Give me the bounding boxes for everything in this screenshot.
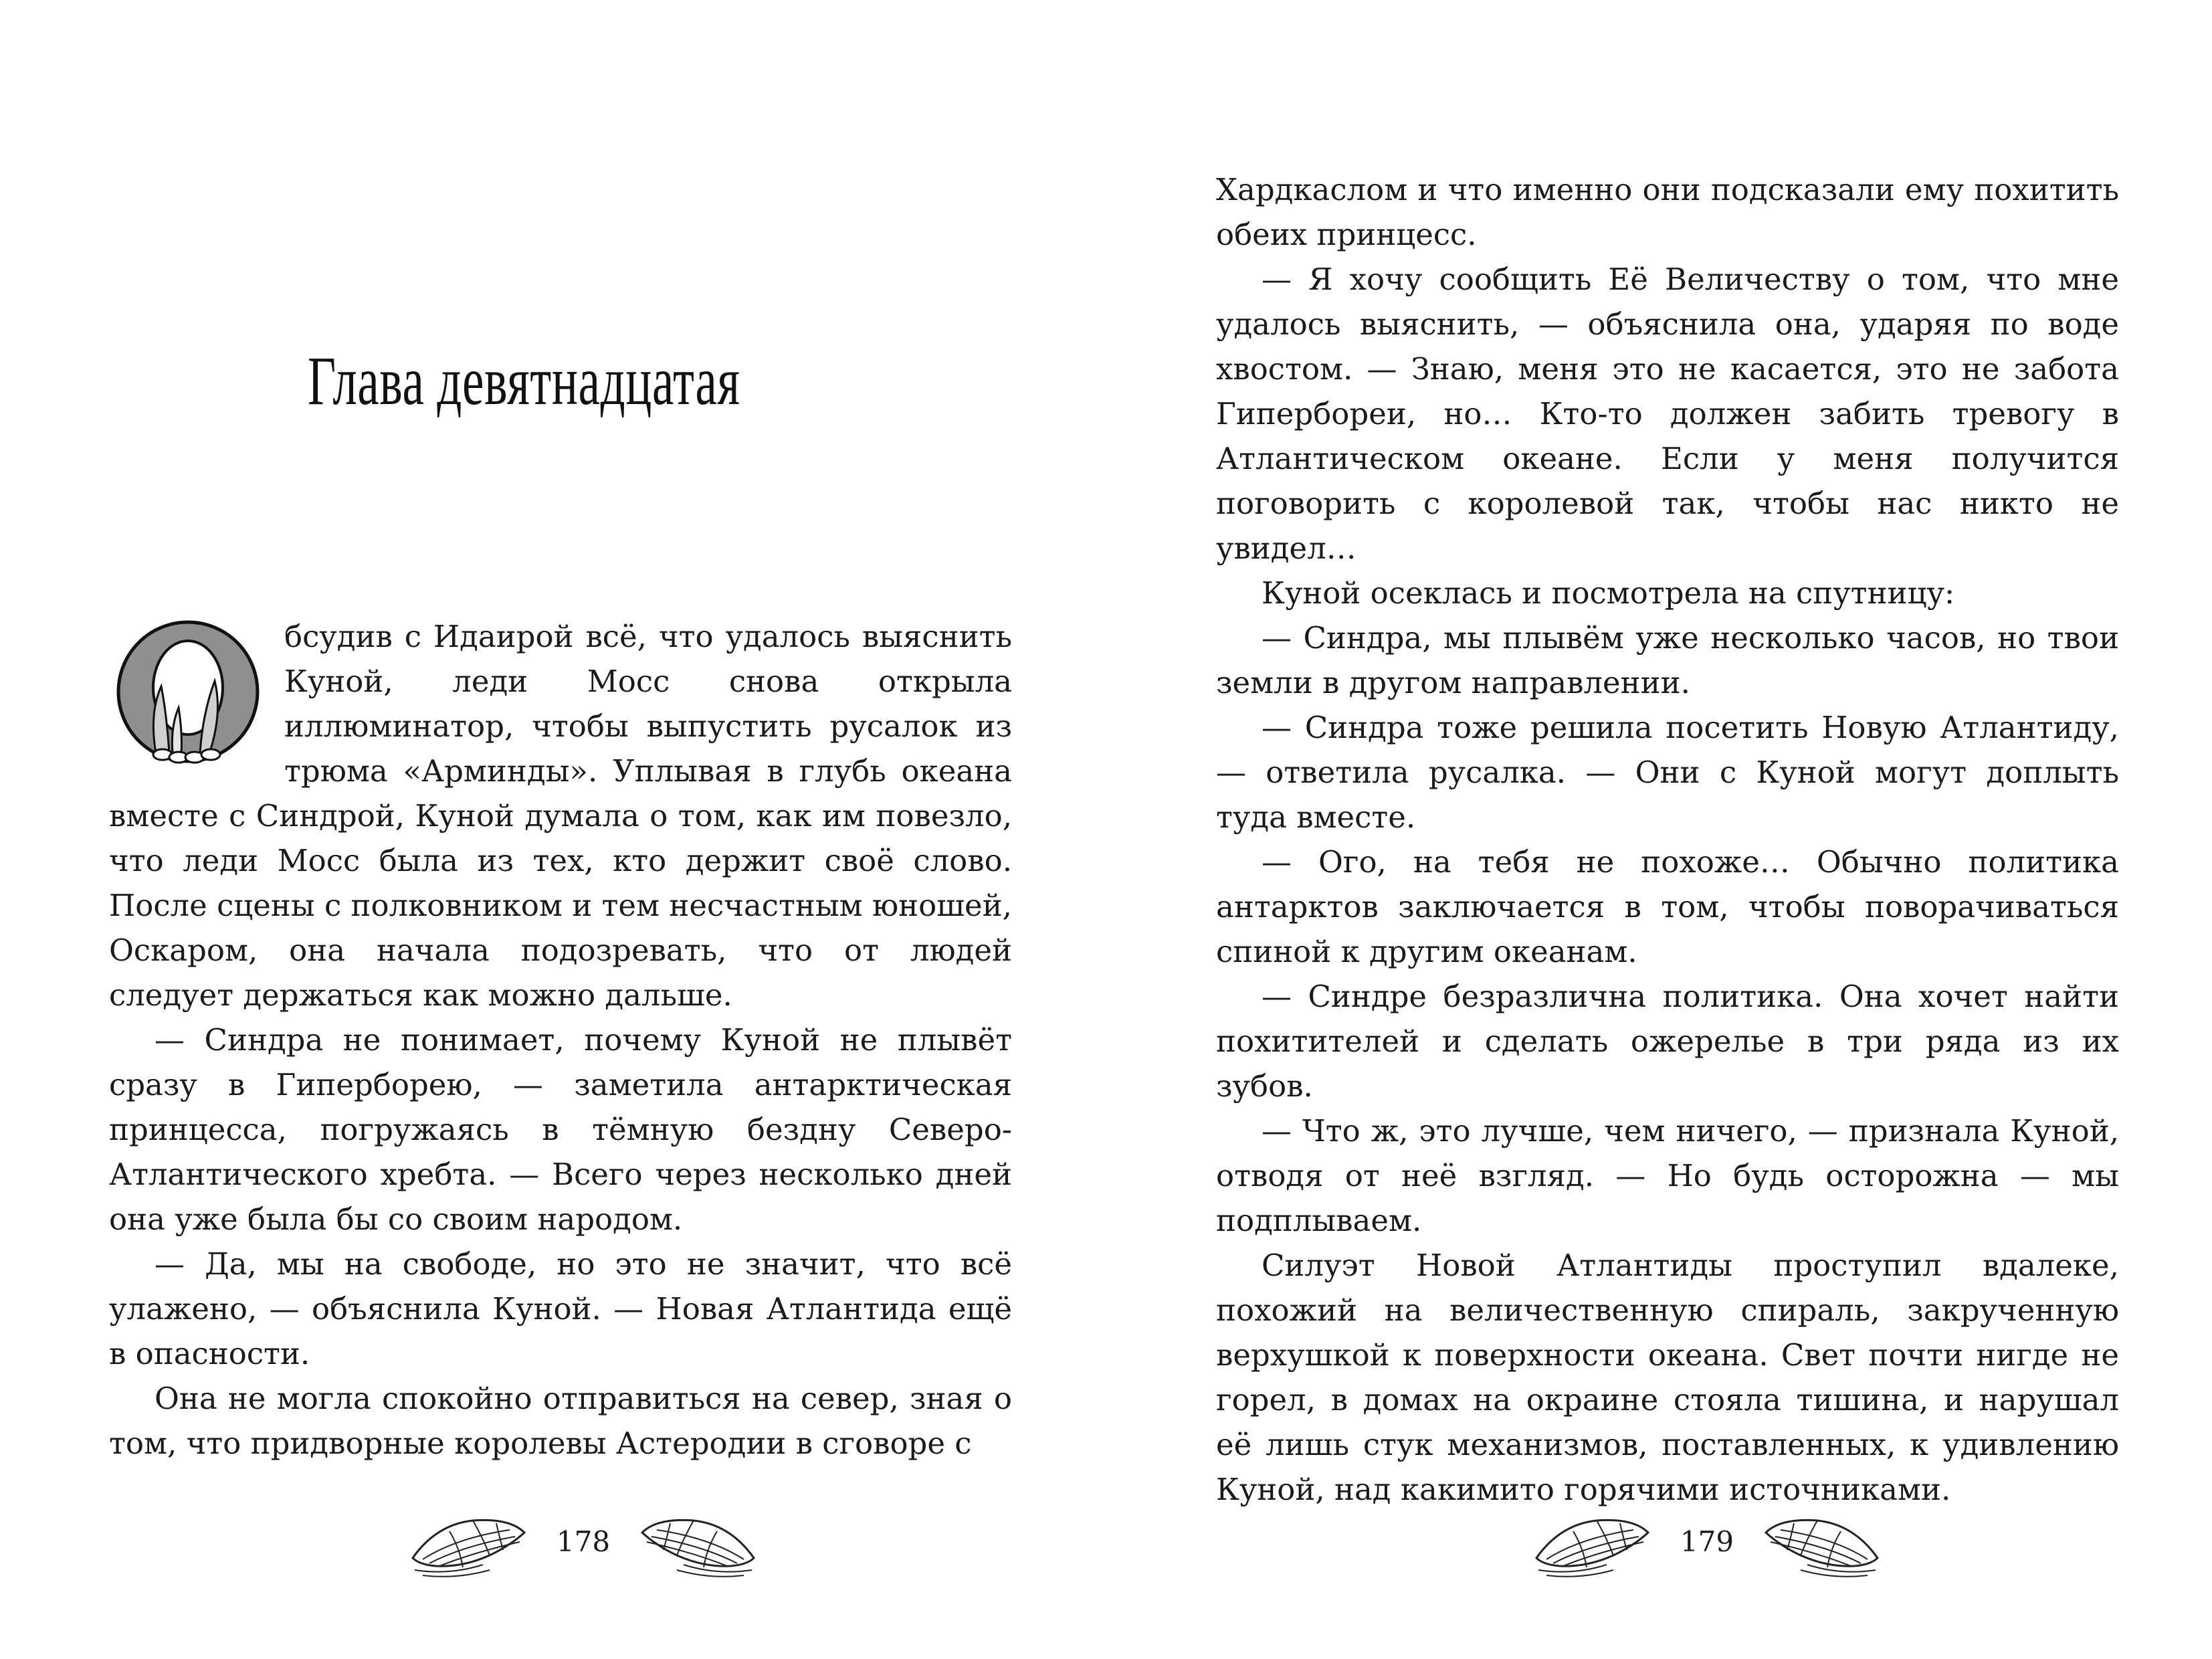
paragraph: — Синдра тоже решила посетить Новую Атлантиду, — ответила русалка. — Они с Куной могут доплыть туда вместе. [1216, 710, 2119, 835]
page-number: 179 [1680, 1525, 1734, 1558]
paragraph [109, 614, 1012, 1017]
right-page-text [1216, 167, 2119, 1512]
page-footer [1533, 1508, 1881, 1582]
paragraph: Силуэт Новой Атлантиды проступил вдалеке, похожий на величественную спираль, закрученную верхушкой к поверхности океана. Свет почти нигде не горел, в домах на окраине стояла тишина, и нарушал её лишь стук механизмов, поставленных, к удивлению Куной, над какимито горячими источниками. [1216, 1248, 2119, 1507]
paragraph: Она не могла спокойно отправиться на север, зная о том, что придворные королевы Астеродии в сговоре с [109, 1381, 1012, 1461]
paragraph: — Что ж, это лучше, чем ничего, — признала Куной, отводя от неё взгляд. — Но будь осторожна — мы подплываем. [1216, 1113, 2119, 1238]
paragraph: — Синдра, мы плывём уже несколько часов, но твои земли в другом направлении. [1216, 620, 2119, 700]
seashell-left-icon [1533, 1511, 1653, 1578]
right-page [1106, 0, 2212, 1659]
seashell-left-icon [409, 1511, 530, 1578]
paragraph: Хардкаслом и что именно они подсказали ему похитить обеих принцесс. [1216, 172, 2119, 252]
chapter-title: Глава девятнадцатая [308, 343, 740, 419]
paragraph: — Да, мы на свободе, но это не значит, что всё улажено, — объяснила Куной. — Новая Атлантида ещё в опасности. [109, 1246, 1012, 1371]
paragraph: — Синдре безразлична политика. Она хочет найти похитителей и сделать ожерелье в три ряда из их зубов. [1216, 979, 2119, 1104]
drop-cap-o-icon [109, 619, 267, 768]
seashell-right-icon [1761, 1511, 1881, 1578]
seashell-right-icon [637, 1511, 757, 1578]
page-number: 178 [556, 1525, 611, 1558]
paragraph: Куной осеклась и посмотрела на спутницу: [1262, 575, 1955, 611]
paragraph: — Ого, на тебя не похоже… Обычно политика антарктов заключается в том, чтобы поворачиваться спиной к другим океанам. [1216, 844, 2119, 969]
left-page-text [109, 614, 1012, 1466]
paragraph: — Я хочу сообщить Её Величеству о том, что мне удалось выяснить, — объяснила она, ударяя по воде хвостом. — Знаю, меня это не касается, это не забота Гипербореи, но… Кто-то должен забить тревогу в Атлантическом океане. Если у меня получится поговорить с королевой так, чтобы нас никто не увидел… [1216, 262, 2119, 566]
paragraph: — Синдра не понимает, почему Куной не плывёт сразу в Гиперборею, — заметила антарктическая принцесса, погружаясь в тёмную бездну Северо-Атлантического хребта. — Всего через несколько дней она уже была бы со своим народом. [109, 1022, 1012, 1237]
page-footer [409, 1508, 757, 1582]
paragraph-text: бсудив с Идаирой всё, что удалось выяснить Куной, леди Мосс снова открыла иллюминатор, чтобы выпустить русалок из трюма «Арминды». Уплывая в глубь океана вместе с Синдрой, Куной думала о том, как им повезло, что леди Мосс была из тех, кто держит своё слово. После сцены с полковником и тем несчастным юношей, Оскаром, она начала подозревать, что от людей следует держаться как можно дальше. [109, 619, 1012, 1013]
